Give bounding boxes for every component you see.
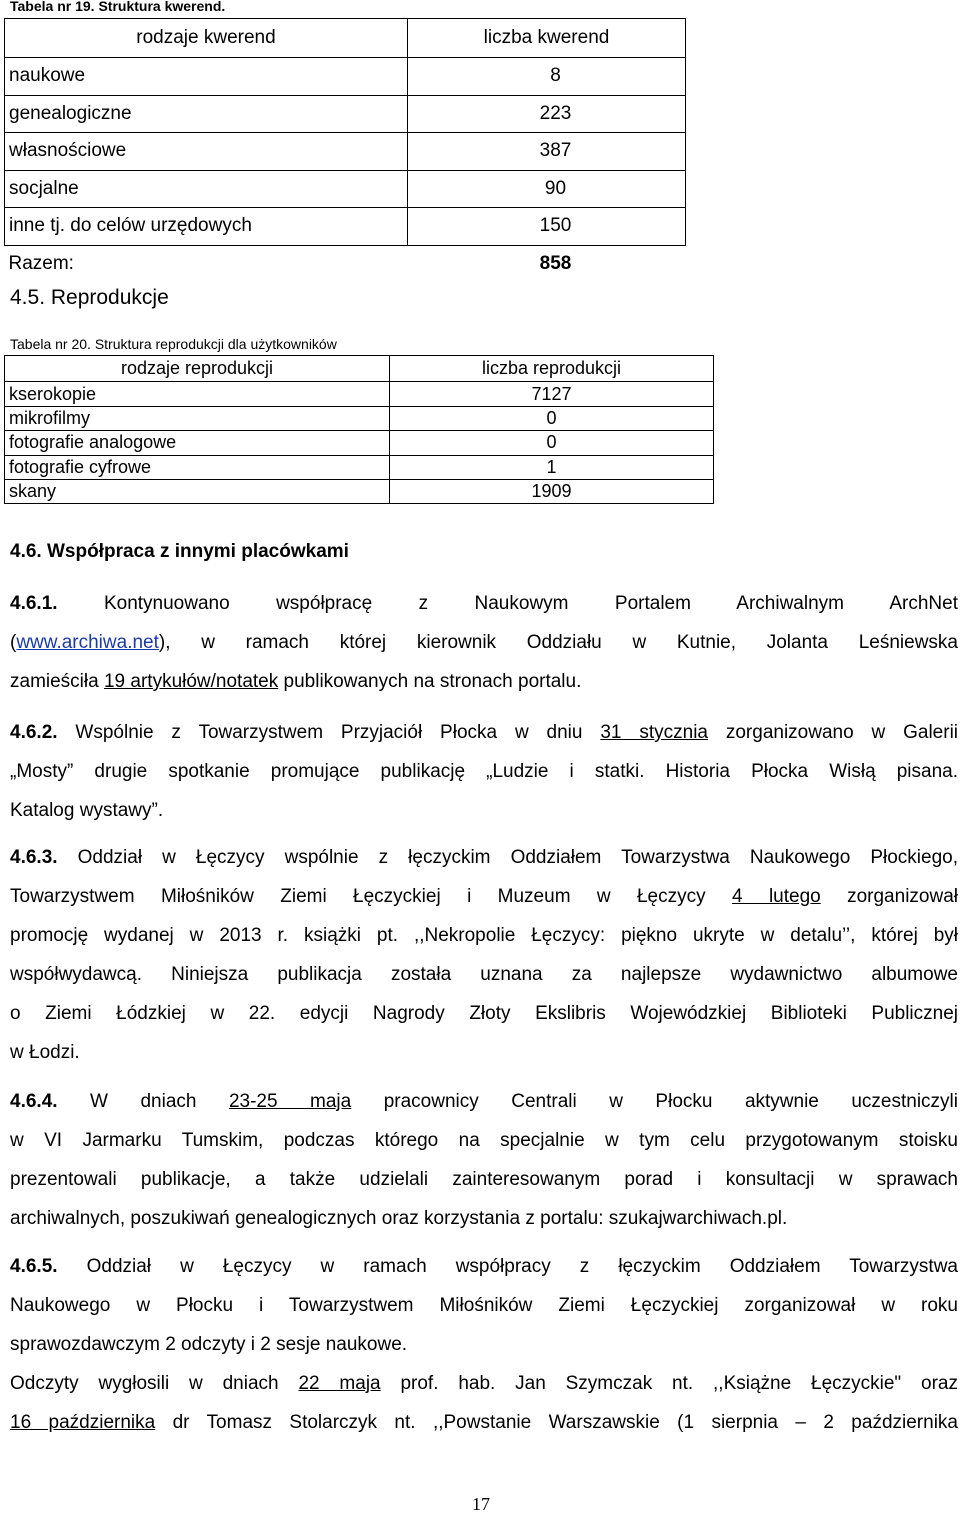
paragraph-number: 4.6.3. bbox=[10, 847, 58, 868]
cell: inne tj. do celów urzędowych bbox=[5, 208, 408, 246]
cell: fotografie cyfrowe bbox=[5, 455, 390, 479]
total-label: Razem: bbox=[8, 252, 74, 274]
cell: 387 bbox=[408, 133, 686, 171]
cell: 1909 bbox=[390, 479, 714, 503]
cell: kserokopie bbox=[5, 382, 390, 406]
cell: 0 bbox=[390, 431, 714, 455]
paragraph-number: 4.6.2. bbox=[10, 722, 58, 743]
table19-caption: Tabela nr 19. Struktura kwerend. bbox=[10, 0, 226, 14]
header-cell: rodzaje kwerend bbox=[5, 19, 408, 58]
table-row bbox=[5, 133, 686, 171]
paragraph-4-6-2: 4.6.2. Wspólnie z Towarzystwem Przyjaciół Płocka w dniu 31 stycznia zorganizowano w Galerii „Mosty” drugie spotkanie promujące publikację „Ludzie i statki. Historia Płocka Wisłą pisana. Katalog wystawy”. bbox=[10, 722, 958, 821]
table-row bbox=[5, 58, 686, 96]
cell: 8 bbox=[408, 58, 686, 96]
table20-caption: Tabela nr 20. Struktura reprodukcji dla użytkowników bbox=[10, 336, 337, 352]
table-row bbox=[5, 431, 714, 455]
cell: genealogiczne bbox=[5, 95, 408, 133]
section-heading-4-6: 4.6. Współpraca z innymi placówkami bbox=[10, 541, 349, 562]
cell: mikrofilmy bbox=[5, 406, 390, 430]
table-row bbox=[5, 406, 714, 430]
table20 bbox=[4, 355, 714, 504]
total-value: 858 bbox=[539, 252, 572, 274]
paragraph-4-6-3: 4.6.3. Oddział w Łęczycy wspólnie z łęczyckim Oddziałem Towarzystwa Naukowego Płockiego, Towarzystwem Miłośników Ziemi Łęczyckiej i Muzeum w Łęczycy 4 lutego zorganizował promocję wydanej w 2013 r. książki pt. ,,Nekropolie Łęczycy: piękno ukryte w detalu’’, której był współwydawcą. Niniejsza publikacja została uznana za najlepsze wydawnictwo albumowe o Ziemi Łódzkiej w 22. edycji Nagrody Złoty Ekslibris Wojewódzkiej Biblioteki Publicznej w Łodzi. bbox=[10, 847, 958, 1063]
cell: 90 bbox=[408, 170, 686, 208]
paragraph-number: 4.6.5. bbox=[10, 1256, 58, 1277]
header-cell: rodzaje reprodukcji bbox=[5, 356, 390, 382]
table-row bbox=[5, 382, 714, 406]
table-header-row bbox=[5, 356, 714, 382]
paragraph-4-6-1: 4.6.1. Kontynuowano współpracę z Naukowym Portalem Archiwalnym ArchNet (www.archiwa.net), w ramach której kierownik Oddziału w Kutnie, Jolanta Leśniewska zamieściła 19 artykułów/notatek publikowanych na stronach portalu. bbox=[10, 593, 958, 692]
header-cell: liczba kwerend bbox=[408, 19, 686, 58]
cell: 0 bbox=[390, 406, 714, 430]
cell: 150 bbox=[408, 208, 686, 246]
cell: własnościowe bbox=[5, 133, 408, 171]
table-header-row bbox=[5, 19, 686, 58]
cell: skany bbox=[5, 479, 390, 503]
table-row bbox=[5, 479, 714, 503]
paragraph-4-6-4: 4.6.4. W dniach 23-25 maja pracownicy Centrali w Płocku aktywnie uczestniczyli w VI Jarmarku Tumskim, podczas którego na specjalnie w tym celu przygotowanym stoisku prezentowali publikacje, a także udzielali zainteresowanym porad i konsultacji w sprawach archiwalnych, poszukiwań genealogicznych oraz korzystania z portalu: szukajwarchiwach.pl. bbox=[10, 1091, 958, 1229]
cell: 7127 bbox=[390, 382, 714, 406]
archiwa-link[interactable]: www.archiwa.net bbox=[16, 632, 159, 653]
table-row bbox=[5, 95, 686, 133]
page-number: 17 bbox=[472, 1494, 490, 1514]
section-heading-4-5: 4.5. Reprodukcje bbox=[10, 286, 169, 309]
cell: naukowe bbox=[5, 58, 408, 96]
table-row bbox=[5, 170, 686, 208]
table-row bbox=[5, 208, 686, 246]
table-row bbox=[5, 455, 714, 479]
paragraph-number: 4.6.1. bbox=[10, 593, 58, 614]
paragraph-4-6-5: 4.6.5. Oddział w Łęczycy w ramach współpracy z łęczyckim Oddziałem Towarzystwa Naukowego w Płocku i Towarzystwem Miłośników Ziemi Łęczyckiej zorganizował w roku sprawozdawczym 2 odczyty i 2 sesje naukowe. Odczyty wygłosili w dniach 22 maja prof. hab. Jan Szymczak nt. ,,Książne Łęczyckie" oraz 16 października dr Tomasz Stolarczyk nt. ,,Powstanie Warszawskie (1 sierpnia – 2 października bbox=[10, 1256, 958, 1433]
paragraph-number: 4.6.4. bbox=[10, 1091, 58, 1112]
table19 bbox=[4, 18, 686, 282]
header-cell: liczba reprodukcji bbox=[390, 356, 714, 382]
cell: 1 bbox=[390, 455, 714, 479]
cell: socjalne bbox=[5, 170, 408, 208]
cell: fotografie analogowe bbox=[5, 431, 390, 455]
total-row bbox=[5, 245, 686, 282]
cell: 223 bbox=[408, 95, 686, 133]
